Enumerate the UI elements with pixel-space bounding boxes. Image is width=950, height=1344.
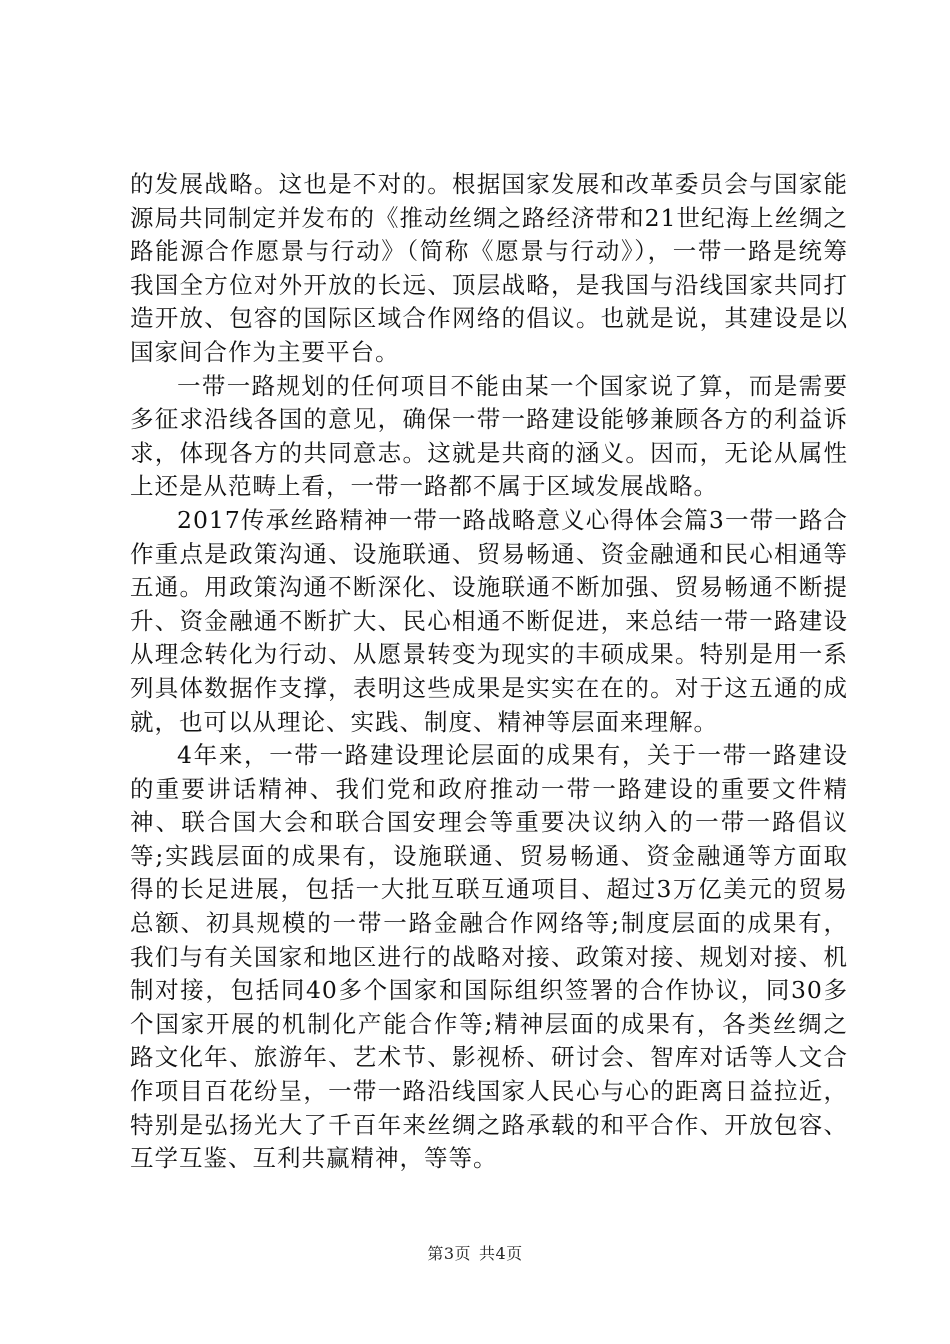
paragraph-continued: 的发展战略。这也是不对的。根据国家发展和改革委员会与国家能源局共同制定并发布的《推动丝绸之路经济带和21世纪海上丝绸之路能源合作愿景与行动》（简称《愿景与行动》），一带一路是统筹我国全方位对外开放的长远、顶层战略，是我国与沿线国家共同打造开放、包容的国际区域合作网络的倡议。也就是说，其建设是以国家间合作为主要平台。	[130, 170, 848, 366]
paragraph: 2017传承丝路精神一带一路战略意义心得体会篇3一带一路合作重点是政策沟通、设施联通、贸易畅通、资金融通和民心相通等五通。用政策沟通不断深化、设施联通不断加强、贸易畅通不断提升、资金融通不断扩大、民心相通不断促进，来总结一带一路建设从理念转化为行动、从愿景转变为现实的丰硕成果。特别是用一系列具体数据作支撑，表明这些成果是实实在在的。对于这五通的成就，也可以从理论、实践、制度、精神等层面来理解。	[130, 505, 848, 736]
page-number: 第3页	[427, 1244, 471, 1263]
page-total: 共4页	[479, 1244, 523, 1263]
page-footer	[0, 1244, 950, 1264]
paragraph: 4年来，一带一路建设理论层面的成果有，关于一带一路建设的重要讲话精神、我们党和政府推动一带一路建设的重要文件精神、联合国大会和联合国安理会等重要决议纳入的一带一路倡议等;实践层面的成果有，设施联通、贸易畅通、资金融通等方面取得的长足进展，包括一大批互联互通项目、超过3万亿美元的贸易总额、初具规模的一带一路金融合作网络等;制度层面的成果有，我们与有关国家和地区进行的战略对接、政策对接、规划对接、机制对接，包括同40多个国家和国际组织签署的合作协议，同30多个国家开展的机制化产能合作等;精神层面的成果有，各类丝绸之路文化年、旅游年、艺术节、影视桥、研讨会、智库对话等人文合作项目百花纷呈，一带一路沿线国家人民心与心的距离日益拉近，特别是弘扬光大了千百年来丝绸之路承载的和平合作、开放包容、互学互鉴、互利共赢精神，等等。	[130, 741, 848, 1173]
paragraph: 一带一路规划的任何项目不能由某一个国家说了算，而是需要多征求沿线各国的意见，确保一带一路建设能够兼顾各方的利益诉求，体现各方的共同意志。这就是共商的涵义。因而，无论从属性上还是从范畴上看，一带一路都不属于区域发展战略。	[130, 371, 848, 501]
document-body	[130, 168, 848, 1176]
